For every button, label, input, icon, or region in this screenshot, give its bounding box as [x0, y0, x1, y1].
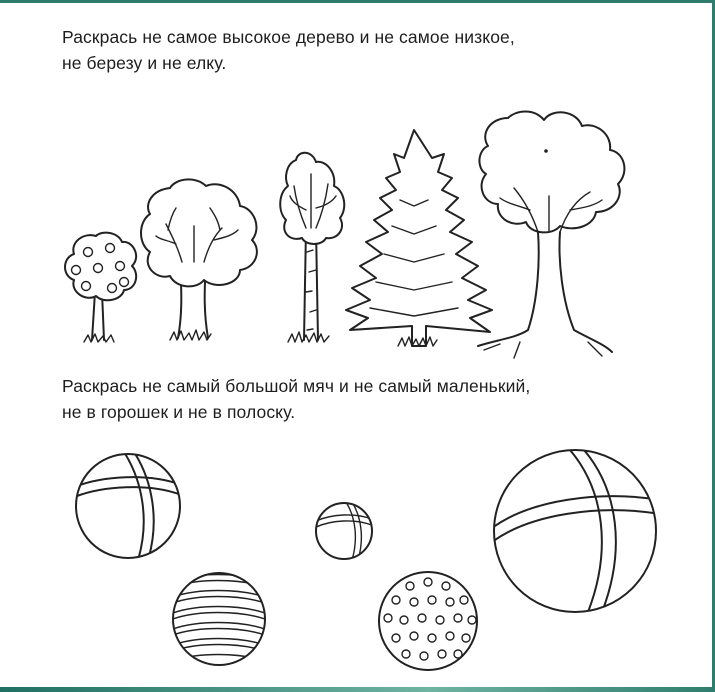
ball-bands-large[interactable]: [492, 450, 660, 612]
instruction-balls-line2: не в горошек и не в полоску.: [62, 402, 296, 422]
instruction-trees-line2: не березу и не елку.: [62, 53, 227, 73]
ball-polka-dot[interactable]: [379, 572, 477, 670]
page-frame-bottom: [0, 687, 715, 692]
ball-striped[interactable]: [170, 573, 268, 665]
ball-bands-small[interactable]: [314, 502, 374, 560]
instruction-balls-line1: Раскрась не самый большой мяч и не самый маленький,: [62, 376, 531, 396]
fir-tree[interactable]: [346, 130, 492, 346]
birch-bark-marks: [306, 250, 316, 330]
apple-tree[interactable]: [65, 233, 136, 342]
instruction-trees-line1: Раскрась не самое высокое дерево и не самое низкое,: [62, 27, 515, 47]
oak-tree[interactable]: [478, 112, 624, 359]
instruction-balls: [62, 373, 530, 425]
ball-bands-medium[interactable]: [72, 452, 184, 560]
birch-tree[interactable]: [280, 153, 344, 342]
deciduous-tree[interactable]: [141, 179, 257, 340]
